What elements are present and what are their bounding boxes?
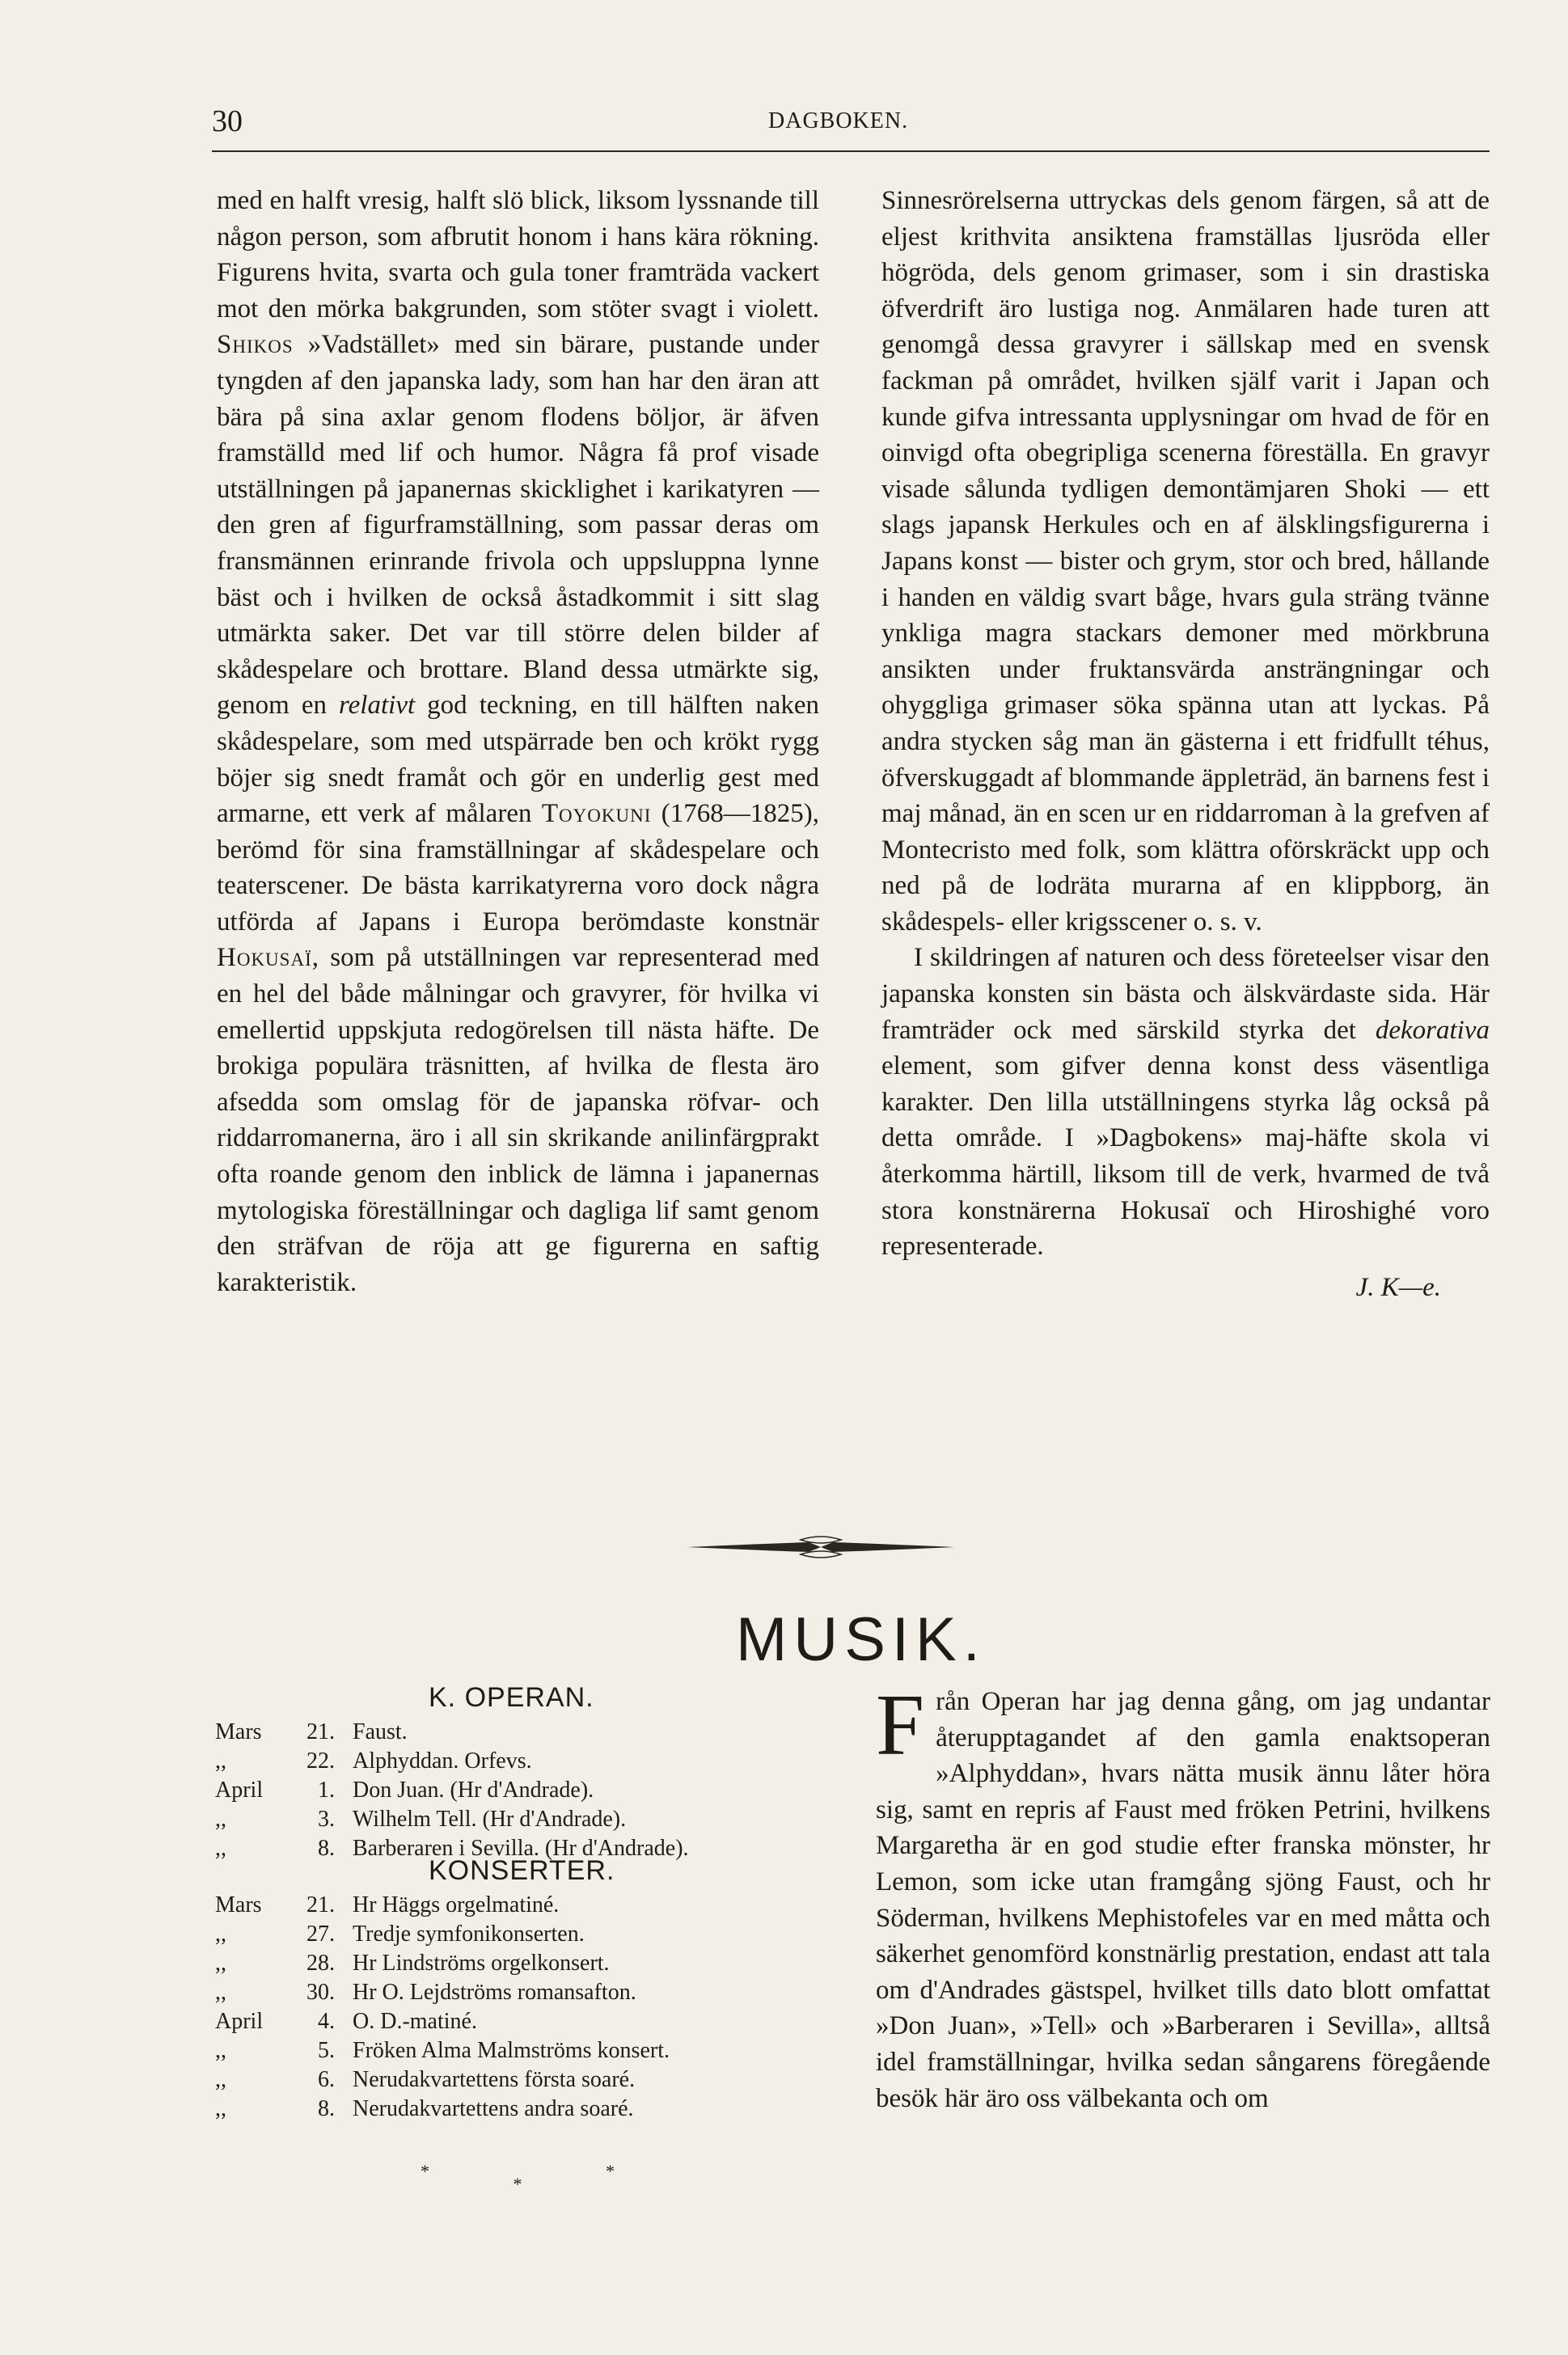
day: 4. [318,2009,335,2034]
schedule-row [215,1747,689,1776]
schedule-row [215,1805,689,1834]
schedule-row [215,2007,670,2036]
right-paragraph-1: Sinnesrörelserna uttryckas dels genom färgen, så att de eljest krithvita ansiktena framställas ljusröda eller högröda, dels genom grimaser, som i sin drastiska öfverdrift äro lustiga nog. Anmälaren hade turen att genomgå dessa gravyrer i sällskap med en svensk fackman på området, hvilken själf varit i Japan och kunde gifva intressanta upplysningar om hvad de för en oinvigd ofta obegripliga scenerna föreställa. En gravyr visade sålunda tydligen demontämjaren Shoki — ett slags japansk Herkules och en af älsklingsfigurerna i Japans konst — bister och grym, stor och bred, hållande i handen en väldig svart båge, hvars gula sträng tvänne ynkliga magra stackars demoner med mörkbruna ansikten under fruktansvärda ansträngningar och ohyggliga grimaser söka spänna utan att lyckas. På andra stycken såg man än gästerna i ett fridfullt téhus, öfverskuggadt af blommande äppleträd, än barnens fest i maj månad, än en scen ur en riddarroman à la grefven af Montecristo med folk, som klättra oförskräckt upp och ned på de lodräta murarna af en klippborg, än skådespels- eller krigsscener o. s. v. [881,186,1490,937]
day: 21. [306,1719,335,1744]
running-title: DAGBOKEN. [768,108,909,133]
music-article [876,1677,1490,2116]
heading-konserter: KONSERTER. [429,1855,615,1886]
drop-cap: F [876,1677,925,1774]
schedule-row [215,1776,689,1805]
heading-operan: K. OPERAN. [429,1682,594,1713]
event: Nerudakvartettens första soaré. [353,2067,636,2092]
text-run: rån Operan har jag denna gång, om jag undantar återupptagandet af den gamla enaktsoperan »Alphyddan», hvars nätta musik ännu låter höra sig, samt en repris af Faust med fröken Petrini, hvilkens Margaretha är en god studie efter franska mönster, hr Lemon, som icke utan framgång sjöng Faust, och hr Söderman, hvilkens Mephistofeles var en med måtta och säkerhet genomförd konstnärlig prestation, endast att tala om d'Andrades gästspel, hvilket tills dato blott omfattat »Don Juan», »Tell» och »Barberaren i Sevilla», alltså idel framställningar, hvilka sedan sångarens föregående besök här äro oss välbekanta och om [876,1687,1490,2113]
schedule-row [215,2095,670,2124]
text-run: element, som gifver denna konst dess väsentliga karakter. Den lilla utställningens styrka låg också på detta område. I »Dagbokens» maj-häfte skola vi återkomma härtill, liksom till de verk, hvarmed de två stora konstnärerna Hokusaï och Hiroshighé voro representerade. [881,1051,1490,1262]
schedule-row [215,1920,670,1949]
text-run: god teckning, en till hälften naken skådespelare, som med utspärrade ben och krökt rygg böjer sig snedt framåt och gör en underlig gest med armarne, ett verk af målaren [217,691,819,829]
event: O. D.-matiné. [353,2009,477,2034]
schedule-row [215,1891,670,1920]
event: Nerudakvartettens andra soaré. [353,2096,634,2121]
section-divider-ornament [687,1535,954,1559]
text-run: »Vadstället» med sin bärare, pustande under tyngden af den japanska lady, som han har den äran att bära på sina axlar genom flodens böljor, är äfven framställd med lif och humor. Några få prof visade utställningen på japanernas skicklighet i karikatyren — den gren af figurframställning, som passar deras om fransmännen erinrande frivola och uppsluppna lynne bäst och i hvilken de också åstadkommit i sitt slag utmärkta saker. Det var till större delen bilder af skådespelare och brottare. Bland dessa utmärkte sig, genom en [217,330,819,721]
event: Hr O. Lejdströms romansafton. [353,1980,636,2005]
left-paragraph [217,183,819,1300]
operan-schedule [215,1718,689,1863]
text-run: (1768—1825), berömd för sina framställningar af skådespelare och teaterscener. De bästa karrikatyrerna voro dock några utförda af Japans i Europa berömdaste konstnär [217,799,819,937]
event: Don Juan. (Hr d'Andrade). [353,1778,594,1803]
text-run: med en halft vresig, halft slö blick, liksom lyssnande till någon person, som afbrutit honom i hans kära rökning. Figurens hvita, svarta och gula toner framträda vackert mot den mörka bakgrunden, som stöter svagt i violett. [217,186,819,323]
day: 30. [306,1980,335,2005]
asterisk: * [421,2161,429,2181]
header-rule [212,150,1490,152]
day: 6. [318,2067,335,2092]
month: Mars [215,1892,262,1917]
text-run: , som på utställningen var representerad med en hel del både målningar och gravyrer, för hvilka vi emellertid uppskjuta redogörelsen till nästa häfte. De brokiga populära träsnitten, af hvilka de flesta äro afsedda som omslag för de japanska röfvar- och riddarromanerna, äro i all sin skrikande anilinfärgprakt ofta roande genom den inblick de lämna i japanernas mytologiska föreställningar och dagliga lif samt genom den sträfvan de röja att ge figurerna en saftig karakteristik. [217,943,819,1297]
schedule-row [215,1949,670,1978]
event: Fröken Alma Malmströms konsert. [353,2038,670,2063]
author-signature: J. K—e. [1355,1272,1441,1302]
artist-name-toyokuni: Toyokuni [541,799,652,829]
schedule-row [215,2036,670,2065]
day: 8. [318,1836,335,1861]
text-run: I skildringen af naturen och dess företeelser visar den japanska konsten sin bästa och älskvärdaste sida. Här framträder ock med särskild styrka det [881,943,1490,1045]
day: 21. [306,1892,335,1917]
schedule-row [215,1978,670,2007]
day: 3. [318,1807,335,1832]
schedule-row [215,1718,689,1747]
right-column [881,183,1490,1305]
event: Hr Häggs orgelmatiné. [353,1892,560,1917]
day: 22. [306,1748,335,1774]
event: Alphyddan. Orfevs. [353,1748,532,1774]
page-number: 30 [212,104,243,138]
konserter-schedule [215,1891,670,2124]
event: Hr Lindströms orgelkonsert. [353,1951,610,1976]
month: ,, [215,1951,226,1976]
event: Barberaren i Sevilla. (Hr d'Andrade). [353,1836,689,1861]
month: April [215,2009,264,2034]
asterisk: * [513,2174,522,2194]
day: 28. [306,1951,335,1976]
event: Faust. [353,1719,408,1744]
month: ,, [215,1922,226,1947]
artist-name-hokusai: Hokusaï [217,943,312,973]
schedule-row [215,2065,670,2095]
day: 8. [318,2096,335,2121]
italic-dekorativa: dekorativa [1375,1015,1490,1045]
month: ,, [215,1748,226,1774]
day: 1. [318,1778,335,1803]
event: Tredje symfonikonserten. [353,1922,585,1947]
month: ,, [215,1980,226,2005]
italic-relativt: relativt [339,691,416,721]
artist-name-shikos: Shikos [217,330,294,360]
event: Wilhelm Tell. (Hr d'Andrade). [353,1807,627,1832]
month: ,, [215,2096,226,2121]
month: Mars [215,1719,262,1744]
section-title-musik: MUSIK. [736,1605,987,1674]
month: ,, [215,2067,226,2092]
right-paragraph-2 [881,940,1490,1264]
month: April [215,1778,264,1803]
music-paragraph [876,1677,1490,2116]
left-column [217,183,819,1300]
month: ,, [215,1807,226,1832]
month: ,, [215,1836,226,1861]
day: 5. [318,2038,335,2063]
day: 27. [306,1922,335,1947]
month: ,, [215,2038,226,2063]
asterisk: * [606,2161,615,2181]
asterism [421,2161,615,2195]
